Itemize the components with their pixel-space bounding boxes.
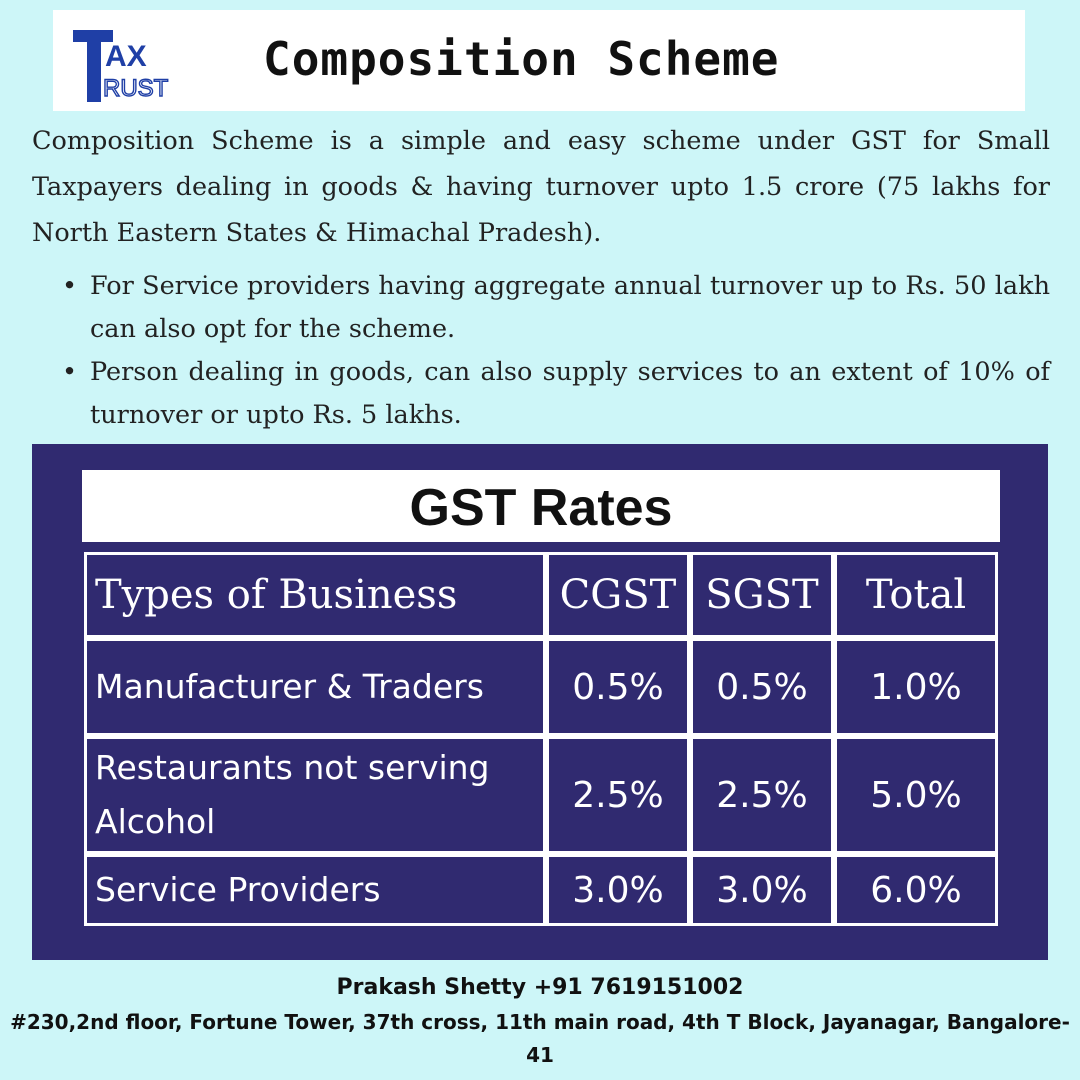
sgst-cell: 0.5%	[690, 638, 834, 736]
svg-text:AX: AX	[105, 40, 147, 73]
header-types-of-business: Types of Business	[84, 552, 546, 638]
business-type-cell: Restaurants not serving Alcohol	[84, 736, 546, 854]
business-type-cell: Manufacturer & Traders	[84, 638, 546, 736]
total-cell: 1.0%	[834, 638, 998, 736]
tax-trust-logo	[73, 28, 185, 102]
sgst-cell: 2.5%	[690, 736, 834, 854]
tax-trust-logo-icon	[73, 28, 185, 102]
cgst-cell: 3.0%	[546, 854, 690, 926]
table-row	[84, 638, 998, 736]
header-sgst: SGST	[690, 552, 834, 638]
intro-paragraph: Composition Scheme is a simple and easy scheme under GST for Small Taxpayers dealing in goods & having turnover upto 1.5 crore (75 lakhs for North Eastern States & Himachal Pradesh).	[32, 126, 1050, 248]
gst-rates-panel	[32, 444, 1048, 960]
scheme-bullet-list	[62, 265, 1050, 437]
table-row	[84, 736, 998, 854]
header-banner	[53, 10, 1025, 111]
table-row	[84, 854, 998, 926]
page-title: Composition Scheme	[263, 32, 780, 86]
cgst-cell: 2.5%	[546, 736, 690, 854]
bullet-item: • For Service providers having aggregate annual turnover up to Rs. 50 lakh can also opt for the scheme.	[62, 265, 1050, 351]
contact-footer	[0, 970, 1080, 1072]
business-type-cell: Service Providers	[84, 854, 546, 926]
header-cgst: CGST	[546, 552, 690, 638]
sgst-cell: 3.0%	[690, 854, 834, 926]
contact-line: Prakash Shetty +91 7619151002	[336, 975, 744, 1000]
total-cell: 6.0%	[834, 854, 998, 926]
header-total: Total	[834, 552, 998, 638]
bullet-item: • Person dealing in goods, can also supply services to an extent of 10% of turnover or upto Rs. 5 lakhs.	[62, 351, 1050, 437]
table-header-row	[84, 552, 998, 638]
svg-text:RUST: RUST	[103, 75, 169, 102]
address-line: #230,2nd floor, Fortune Tower, 37th cross, 11th main road, 4th T Block, Jayanagar, Bangalore-41	[10, 1010, 1070, 1067]
total-cell: 5.0%	[834, 736, 998, 854]
gst-rates-table	[84, 552, 998, 926]
cgst-cell: 0.5%	[546, 638, 690, 736]
gst-rates-title: GST Rates	[82, 470, 1000, 542]
